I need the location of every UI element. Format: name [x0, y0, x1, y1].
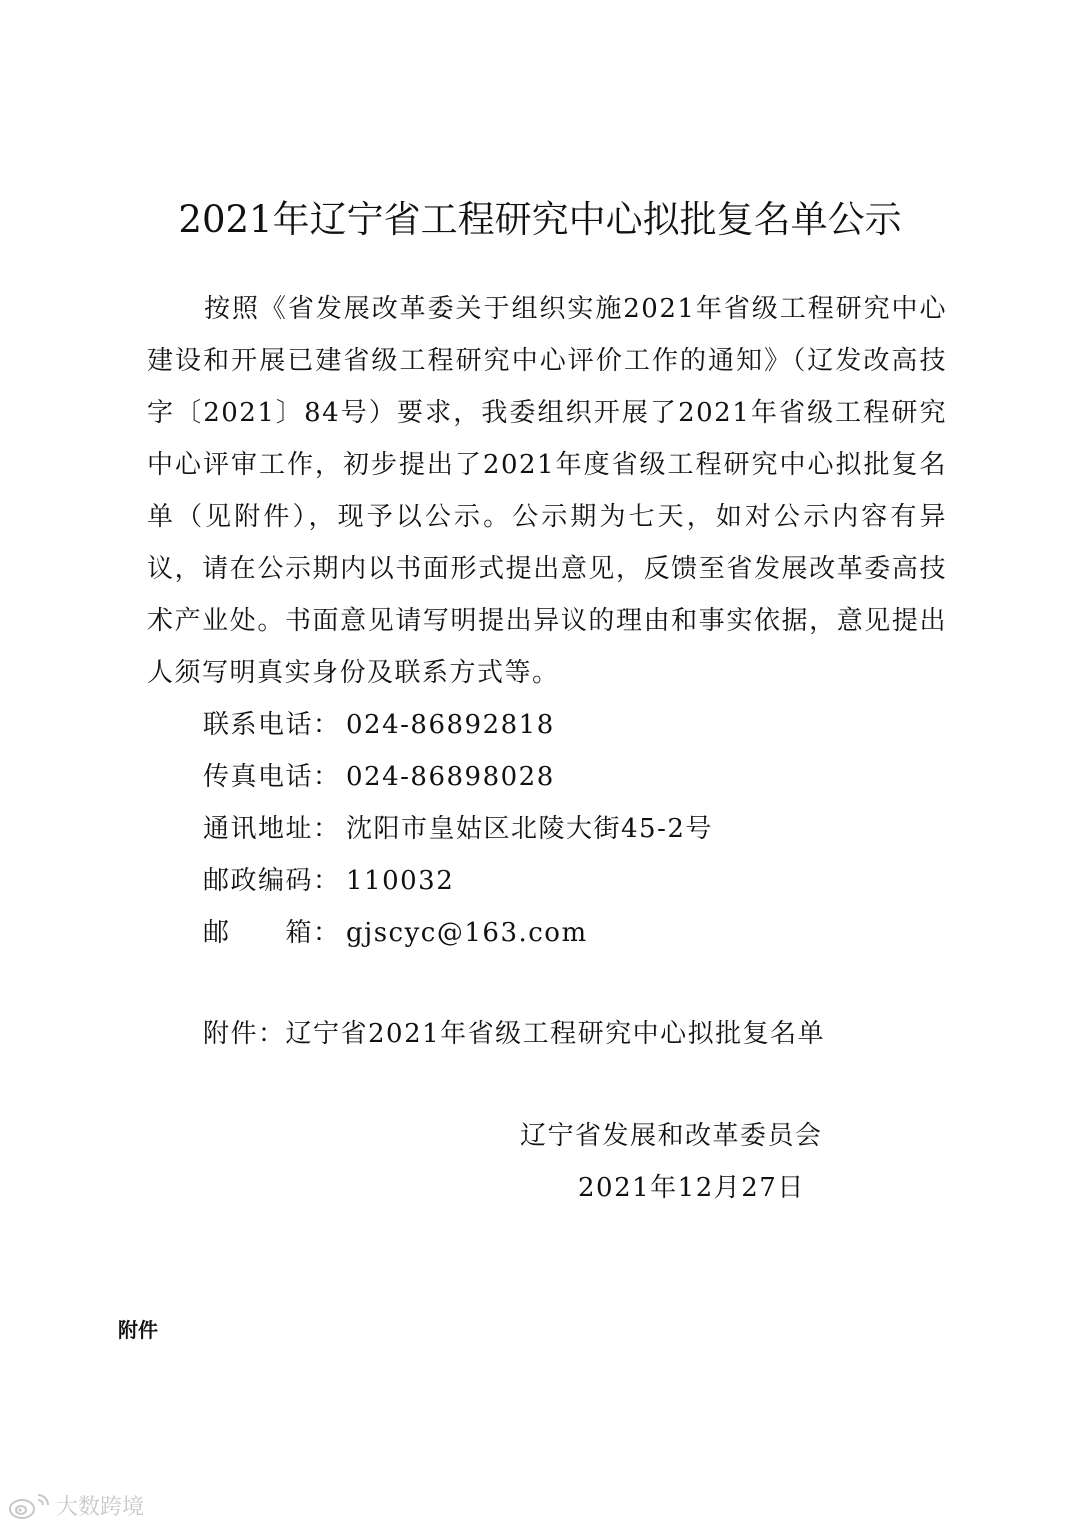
contact-fax-value: 024-86898028: [346, 762, 555, 792]
watermark-text: 大数跨境: [56, 1495, 145, 1520]
attachment-line: 附件：辽宁省2021年省级工程研究中心拟批复名单: [203, 1019, 826, 1049]
issue-date: 2021年12月27日: [578, 1173, 805, 1203]
contact-fax-label: 传真电话：: [203, 762, 341, 792]
contact-phone: [203, 699, 555, 751]
contact-postcode-label: 邮政编码：: [203, 866, 341, 896]
contact-phone-label: 联系电话：: [203, 710, 341, 740]
issuer-signature: 辽宁省发展和改革委员会: [520, 1121, 823, 1151]
contact-phone-value: 024-86892818: [346, 710, 555, 740]
body-paragraph: 按照《省发展改革委关于组织实施2021年省级工程研究中心建设和开展已建省级工程研究中心评价工作的通知》（辽发改高技字〔2021〕84号）要求，我委组织开展了2021年省级工程研究中心评审工作，初步提出了2021年度省级工程研究中心拟批复名单（见附件），现予以公示。公示期为七天，如对公示内容有异议，请在公示期内以书面形式提出意见，反馈至省发展改革委高技术产业处。书面意见请写明提出异议的理由和事实依据，意见提出人须写明真实身份及联系方式等。: [147, 294, 947, 688]
contact-address-label: 通讯地址：: [203, 814, 341, 844]
contact-email-value: gjscyc@163.com: [346, 918, 588, 948]
watermark: [8, 1490, 144, 1521]
contact-address-value: 沈阳市皇姑区北陵大街45-2号: [346, 814, 713, 844]
weibo-logo-icon: [8, 1491, 52, 1521]
document-title: 2021年辽宁省工程研究中心拟批复名单公示: [178, 198, 902, 241]
contact-fax: [203, 751, 555, 803]
contact-postcode-value: 110032: [346, 866, 455, 896]
contact-address: [203, 803, 713, 855]
contact-postcode: [203, 855, 454, 907]
contact-email-label: 邮 箱：: [203, 918, 341, 948]
annex-heading: 附件: [118, 1318, 158, 1342]
contact-email: [203, 907, 588, 959]
